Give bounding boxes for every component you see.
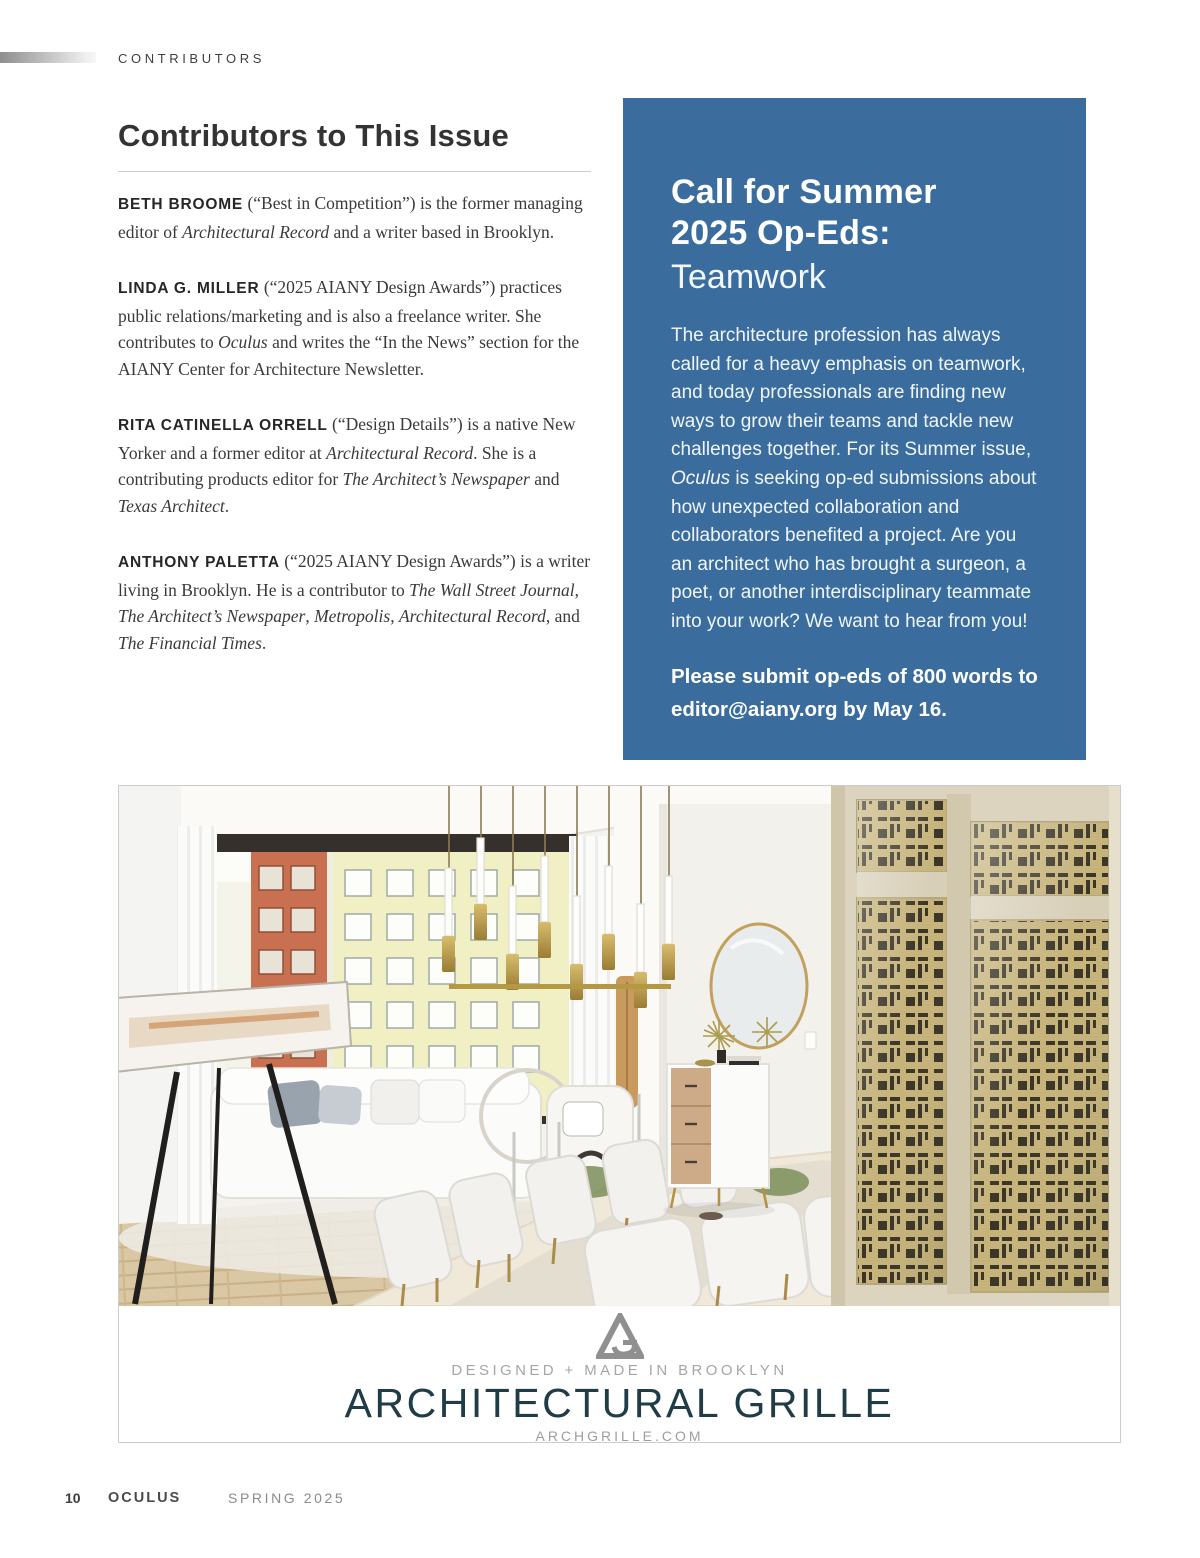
grille-wall [831, 786, 1120, 1306]
ad-interior-photo [119, 786, 1120, 1306]
oped-body: The architecture profession has always called for a heavy emphasis on teamwork, and today professionals are finding new ways to grow their teams and tackle new challenges together. For its Summer issue, Oculus is seeking op-ed submissions about how unexpected collaboration and collaborators benefited a project. Are you an architect who has brought a surgeon, a poet, or another interdisciplinary teammate into your work? We want to hear from you! [671, 325, 1037, 632]
footer-page-number: 10 [65, 1490, 81, 1506]
bio-beth-broome: BETH BROOME (“Best in Competition”) is the former managing editor of Architectural Record and a writer based in Brooklyn. [118, 193, 583, 242]
title-rule [118, 171, 591, 172]
bio-rita-orrell: RITA CATINELLA ORRELL (“Design Details”) is a native New Yorker and a former editor at Architectural Record. She is a contributing products editor for The Architect’s Newspaper and Texas Architect. [118, 414, 576, 516]
oped-title-line1: Call for Summer [671, 173, 937, 211]
light-switch [805, 1032, 816, 1049]
ad-url: ARCHGRILLE.COM [535, 1428, 704, 1444]
contributors-column [118, 118, 591, 685]
footer-issue: SPRING 2025 [228, 1490, 346, 1506]
section-label: CONTRIBUTORS [118, 51, 265, 66]
oped-cta: Please submit op-eds of 800 words to editor@aiany.org by May 16. [671, 664, 1038, 721]
bio-anthony-paletta: ANTHONY PALETTA (“2025 AIANY Design Awards”) is a writer living in Brooklyn. He is a contributor to The Wall Street Journal, The Architect’s Newspaper, Metropolis, Architectural Record, and The Financial Times. [118, 551, 591, 653]
contributor-bios [118, 190, 591, 656]
oped-subtitle: Teamwork [671, 258, 826, 296]
call-for-opeds-box [623, 98, 1086, 760]
bio-linda-miller: LINDA G. MILLER (“2025 AIANY Design Awards”) practices public relations/marketing and is also a freelance writer. She contributes to Oculus and writes the “In the News” section for the AIANY Center for Architecture Newsletter. [118, 277, 580, 379]
page-title: Contributors to This Issue [118, 118, 509, 153]
architectural-grille-ad [118, 785, 1121, 1443]
slippers [699, 1212, 723, 1220]
oped-title-line2: 2025 Op-Eds: [671, 214, 891, 252]
section-gradient-bar [0, 52, 96, 63]
ad-text-band [119, 1306, 1120, 1442]
footer-magazine-name: OCULUS [108, 1490, 182, 1506]
ad-brand-name: ARCHITECTURAL GRILLE [344, 1380, 895, 1426]
ag-monogram-icon [596, 1313, 644, 1359]
ad-tagline: DESIGNED + MADE IN BROOKLYN [451, 1362, 788, 1379]
page-footer [0, 1490, 1200, 1514]
